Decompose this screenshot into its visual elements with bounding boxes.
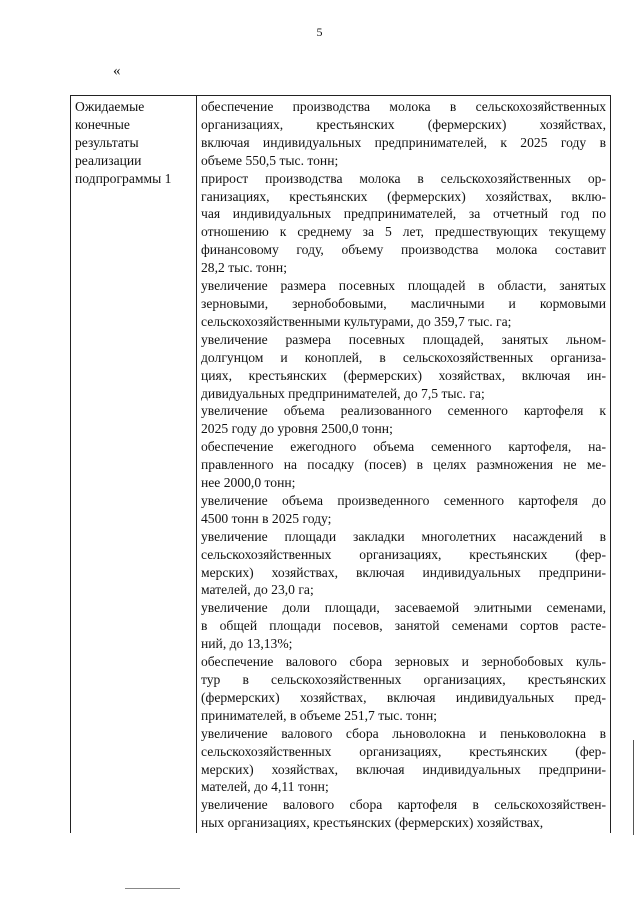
result-line: мателей, до 23,0 га;	[201, 582, 314, 598]
result-line: увеличение размера посевных площадей в области, занятых	[201, 278, 606, 294]
result-item	[201, 331, 606, 403]
result-line: ний, до 13,13%;	[201, 636, 293, 652]
result-line: чая индивидуальных предпринимателей, за отчетный год по	[201, 206, 606, 222]
scan-edge-mark	[633, 740, 634, 835]
result-line: циях, крестьянских (фермерских) хозяйствах, включая ин-	[201, 367, 606, 383]
result-line: ных организациях, крестьянских (фермерских) хозяйствах,	[201, 815, 544, 831]
result-line: объеме 550,5 тыс. тонн;	[201, 152, 339, 168]
result-line: ганизациях, крестьянских (фермерских) хозяйствах, вклю-	[201, 188, 606, 204]
result-item	[201, 98, 606, 170]
result-line: в общей площади посевов, занятой семенами сортов расте-	[201, 618, 606, 634]
result-item	[201, 725, 606, 797]
result-line: сельскохозяйственными культурами, до 359,7 тыс. га;	[201, 313, 512, 329]
result-line: мерских) хозяйствах, включая индивидуальных предприни-	[201, 761, 606, 777]
result-line: нее 2000,0 тонн;	[201, 475, 296, 491]
results-list	[201, 98, 606, 832]
result-item	[201, 796, 606, 832]
result-line: долгунцом и коноплей, в сельскохозяйственных организа-	[201, 349, 606, 365]
page-number: 5	[316, 25, 323, 39]
subprogram-results-table	[70, 95, 611, 833]
label-line: результаты	[75, 134, 139, 150]
result-line: увеличение объема реализованного семенного картофеля к	[201, 403, 606, 419]
result-item	[201, 170, 606, 277]
result-item	[201, 492, 606, 528]
result-line: дивидуальных предпринимателей, до 7,5 тыс. га;	[201, 385, 485, 401]
result-item	[201, 653, 606, 725]
result-line: увеличение площади закладки многолетних насаждений в	[201, 528, 606, 544]
result-line: (фермерских) хозяйствах, включая индивидуальных пред-	[201, 689, 606, 705]
result-item	[201, 402, 606, 438]
result-line: отношению к среднему за 5 лет, предшествующих текущему	[201, 224, 606, 240]
result-line: правленного на посадку (посев) в целях размножения не ме-	[201, 457, 606, 473]
result-line: включая индивидуальных предпринимателей, к 2025 году в	[201, 134, 606, 150]
result-line: принимателей, в объеме 251,7 тыс. тонн;	[201, 707, 438, 723]
result-item	[201, 277, 606, 331]
result-line: тур в сельскохозяйственных организациях, крестьянских	[201, 672, 606, 687]
result-item	[201, 599, 606, 653]
result-line: увеличение доли площади, засеваемой элитными семенами,	[201, 600, 606, 616]
result-line: увеличение валового сбора льноволокна и пеньковолокна в	[201, 725, 606, 741]
row-content-cell	[197, 96, 611, 834]
footer-rule	[125, 888, 180, 889]
label-line: реализации	[75, 152, 142, 168]
result-line: мерских) хозяйствах, включая индивидуальных предприни-	[201, 564, 606, 580]
label-line: Ожидаемые	[75, 99, 145, 114]
label-line: конечные	[75, 116, 130, 132]
result-line: обеспечение ежегодного объема семенного картофеля, на-	[201, 439, 606, 455]
result-line: сельскохозяйственных организациях, крестьянских (фер-	[201, 546, 606, 562]
result-item	[201, 528, 606, 600]
result-line: зерновыми, зернобобовыми, масличными и кормовыми	[201, 295, 606, 311]
result-line: увеличение объема произведенного семенного картофеля до	[201, 492, 606, 508]
result-line: обеспечение производства молока в сельскохозяйственных	[201, 99, 606, 114]
result-line: 28,2 тыс. тонн;	[201, 260, 287, 276]
result-line: сельскохозяйственных организациях, крестьянских (фер-	[201, 743, 606, 759]
result-line: обеспечение валового сбора зерновых и зернобобовых куль-	[201, 654, 606, 670]
table-row	[71, 96, 611, 834]
result-line: мателей, до 4,11 тонн;	[201, 779, 329, 795]
result-line: увеличение валового сбора картофеля в сельскохозяйствен-	[201, 797, 606, 813]
row-label-cell	[71, 96, 197, 834]
result-line: организациях, крестьянских (фермерских) хозяйствах,	[201, 116, 606, 132]
result-line: финансовому году, объему производства молока составит	[201, 242, 606, 258]
result-line: 2025 году до уровня 2500,0 тонн;	[201, 421, 393, 437]
opening-quote-mark: «	[113, 63, 121, 79]
result-item	[201, 438, 606, 492]
result-line: прирост производства молока в сельскохозяйственных ор-	[201, 170, 606, 186]
result-line: 4500 тонн в 2025 году;	[201, 510, 332, 526]
result-line: увеличение размера посевных площадей, занятых льном-	[201, 331, 606, 347]
row-label	[75, 98, 192, 188]
label-line: подпрограммы 1	[75, 170, 172, 186]
